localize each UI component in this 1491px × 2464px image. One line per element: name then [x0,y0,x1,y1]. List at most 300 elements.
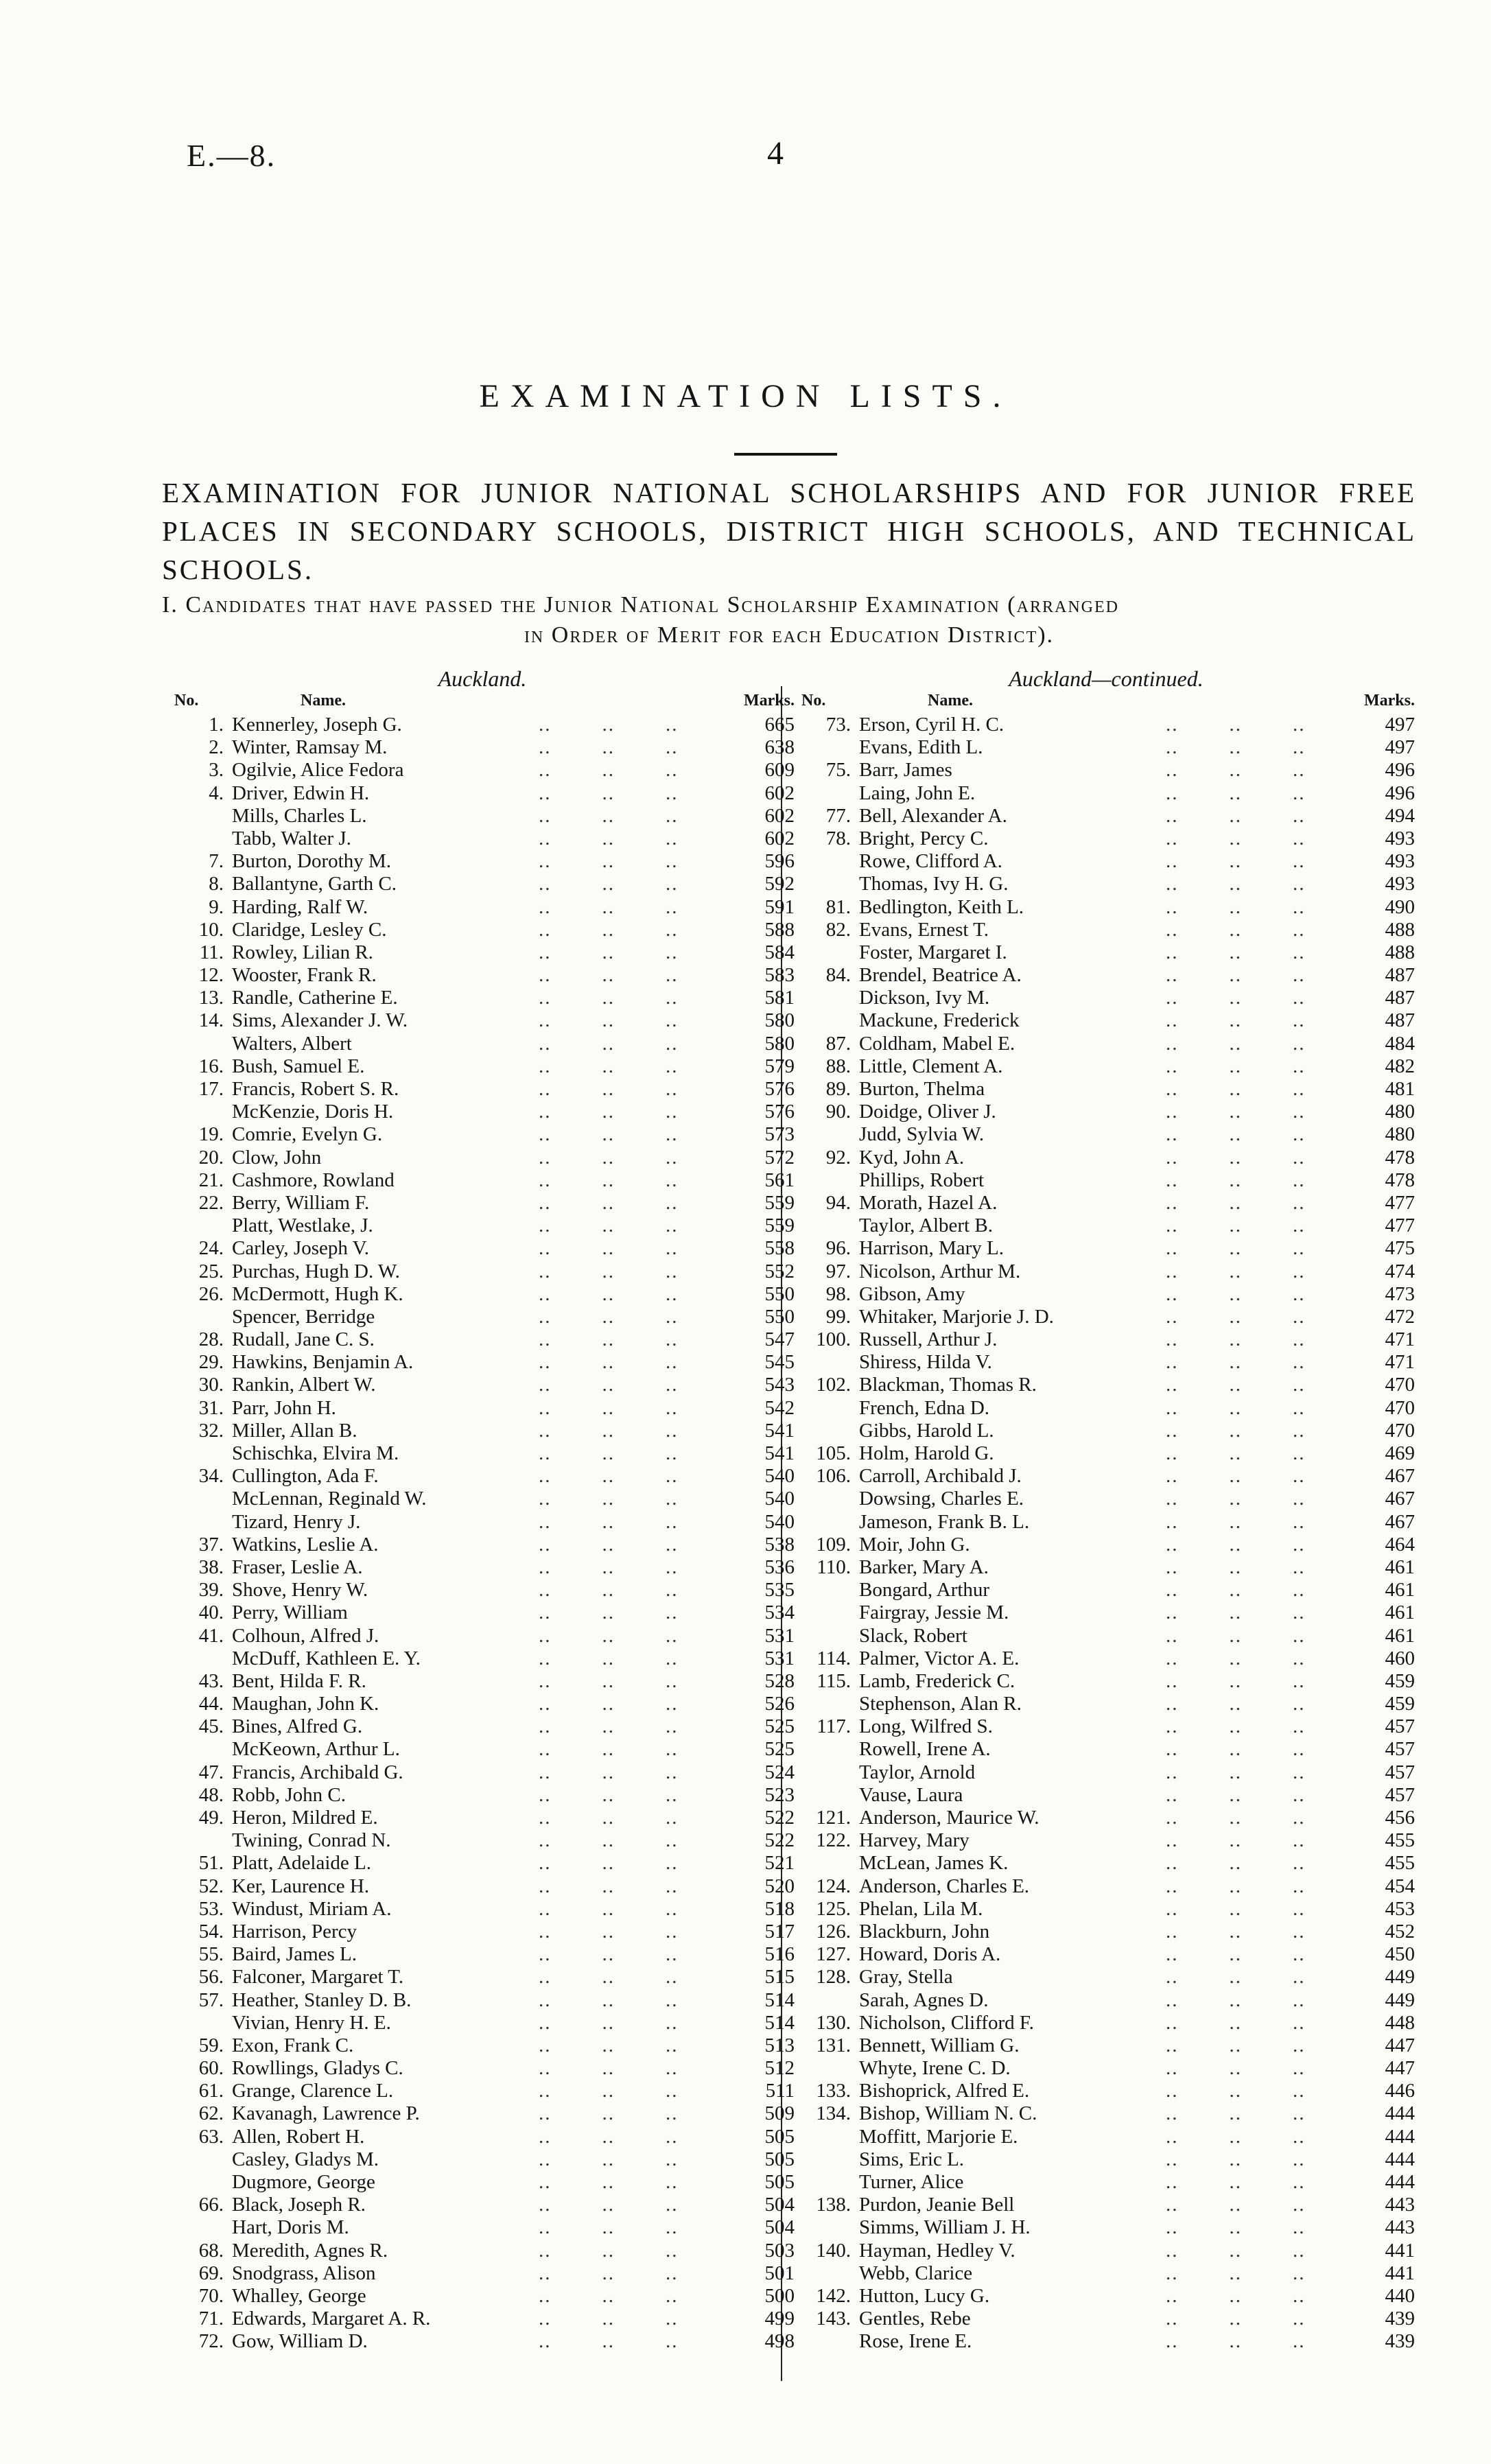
candidate-name: Bennett, William G. [859,2034,1020,2056]
leader-dots: .. .. .. [1140,1465,1306,1488]
leader-dots: .. .. .. [1140,2102,1306,2125]
candidate-number: 105. [816,1442,851,1464]
candidate-number: 53. [198,1897,224,1920]
candidate-number: 59. [198,2034,224,2056]
candidate-number: 52. [198,1875,224,1897]
table-row [170,1237,795,1260]
table-row [797,2194,1415,2216]
table-row [170,1123,795,1146]
candidate-number: 43. [198,1669,224,1692]
candidate-name: Russell, Arthur J. [859,1328,998,1351]
candidate-number: 37. [198,1533,224,1556]
leader-dots: .. .. .. [1140,1146,1306,1169]
candidate-marks: 505 [764,2125,795,2148]
leader-dots: .. .. .. [513,2239,679,2262]
table-row [170,1670,795,1693]
table-row [170,1989,795,2012]
leader-dots: .. .. .. [513,2284,679,2307]
candidate-number: 131. [816,2034,851,2056]
leader-dots: .. .. .. [513,1669,679,1692]
leader-dots: .. .. .. [513,1533,679,1556]
candidate-name: Moir, John G. [859,1533,970,1556]
candidate-marks: 487 [1385,964,1415,987]
candidate-number: 20. [198,1146,224,1169]
table-row [170,987,795,1009]
candidate-marks: 526 [764,1693,795,1715]
candidate-number: 16. [198,1055,224,1077]
candidate-name: Rowllings, Gladys C. [232,2057,403,2080]
leader-dots: .. .. .. [1140,782,1306,804]
table-row [797,1374,1415,1396]
column-headers [797,692,1415,714]
table-row [797,1761,1415,1784]
candidate-name: Mackune, Frederick [859,1009,1020,1032]
candidate-marks: 467 [1385,1488,1415,1510]
leader-dots: .. .. .. [513,1009,679,1032]
leader-dots: .. .. .. [1140,1215,1306,1237]
table-row [797,1420,1415,1442]
candidate-number: 30. [198,1374,224,1396]
candidate-name: Morath, Hazel A. [859,1191,998,1214]
candidate-name: Rankin, Albert W. [232,1374,376,1396]
table-row [797,782,1415,805]
candidate-name: Hart, Doris M. [232,2216,349,2239]
candidate-number: 81. [825,895,851,918]
leader-dots: .. .. .. [1140,1715,1306,1738]
candidate-marks: 500 [764,2284,795,2307]
leader-dots: .. .. .. [1140,2284,1306,2307]
table-row [797,1738,1415,1761]
leader-dots: .. .. .. [513,1807,679,1829]
candidate-marks: 447 [1385,2034,1415,2056]
candidate-marks: 542 [764,1396,795,1419]
candidate-number: 55. [198,1943,224,1966]
candidate-marks: 602 [764,804,795,827]
leader-dots: .. .. .. [1140,964,1306,987]
table-row [797,1055,1415,1078]
table-row [797,2057,1415,2080]
candidate-name: Meredith, Agnes R. [232,2239,388,2262]
leader-dots: .. .. .. [1140,1829,1306,1852]
candidate-marks: 558 [764,1237,795,1260]
candidate-number: 21. [198,1169,224,1191]
leader-dots: .. .. .. [1140,1601,1306,1624]
candidate-marks: 541 [764,1442,795,1464]
candidate-marks: 461 [1385,1601,1415,1624]
candidate-list [170,714,795,2354]
candidate-name: Rowe, Clifford A. [859,850,1002,873]
candidate-number: 9. [209,895,224,918]
header-no: No. [174,692,199,709]
candidate-marks: 441 [1385,2239,1415,2262]
table-row [797,1237,1415,1260]
candidate-marks: 572 [764,1146,795,1169]
table-row [170,1784,795,1807]
candidate-number: 25. [198,1260,224,1282]
leader-dots: .. .. .. [513,2194,679,2216]
table-row [170,1351,795,1374]
page-number: 4 [767,135,784,172]
leader-dots: .. .. .. [513,1419,679,1442]
candidate-marks: 501 [764,2262,795,2284]
table-row [170,1215,795,1237]
table-row [797,805,1415,828]
table-row [797,2171,1415,2194]
candidate-number: 68. [198,2239,224,2262]
leader-dots: .. .. .. [513,1396,679,1419]
candidate-name: Nicholson, Clifford F. [859,2011,1034,2034]
table-row [170,1033,795,1055]
candidate-marks: 540 [764,1510,795,1533]
candidate-name: Doidge, Oliver J. [859,1101,996,1123]
candidate-number: 142. [816,2284,851,2307]
table-row [797,873,1415,895]
leader-dots: .. .. .. [513,1055,679,1077]
leader-dots: .. .. .. [513,1488,679,1510]
table-row [797,1829,1415,1852]
table-row [797,1807,1415,1829]
candidate-name: Perry, William [232,1601,348,1624]
table-row [170,2148,795,2171]
leader-dots: .. .. .. [513,1510,679,1533]
candidate-number: 130. [816,2011,851,2034]
table-row [797,2012,1415,2034]
leader-dots: .. .. .. [513,895,679,918]
table-row [170,1534,795,1556]
candidate-name: Purchas, Hugh D. W. [232,1260,400,1282]
leader-dots: .. .. .. [1140,1875,1306,1897]
leader-dots: .. .. .. [513,2148,679,2170]
candidate-marks: 609 [764,759,795,782]
leader-dots: .. .. .. [513,941,679,963]
candidate-number: 40. [198,1601,224,1624]
candidate-name: Claridge, Lesley C. [232,918,387,941]
candidate-number: 13. [198,987,224,1009]
table-row [797,1078,1415,1101]
candidate-number: 56. [198,1966,224,1988]
candidate-name: Hayman, Hedley V. [859,2239,1015,2262]
leader-dots: .. .. .. [1140,2216,1306,2239]
header-marks: Marks. [744,692,795,709]
candidate-number: 10. [198,918,224,941]
table-row [797,850,1415,873]
candidate-marks: 573 [764,1123,795,1146]
table-row [797,1966,1415,1988]
table-row [797,1579,1415,1601]
leader-dots: .. .. .. [1140,1988,1306,2011]
table-row [170,2057,795,2080]
candidate-number: 34. [198,1465,224,1488]
candidate-number: 126. [816,1920,851,1943]
candidate-name: Grange, Clarence L. [232,2080,394,2102]
leader-dots: .. .. .. [1140,895,1306,918]
candidate-name: Schischka, Elvira M. [232,1442,399,1464]
candidate-name: McKenzie, Doris H. [232,1101,394,1123]
district-heading: Auckland. [438,666,527,691]
leader-dots: .. .. .. [513,1897,679,1920]
candidate-marks: 467 [1385,1510,1415,1533]
table-row [797,1898,1415,1921]
candidate-name: Blackman, Thomas R. [859,1374,1037,1396]
table-row [797,1852,1415,1875]
candidate-marks: 602 [764,827,795,849]
leader-dots: .. .. .. [513,1624,679,1647]
candidate-marks: 461 [1385,1579,1415,1601]
district-heading-continued: Auckland—continued. [1009,666,1204,691]
candidate-name: Holm, Harold G. [859,1442,994,1464]
candidate-marks: 444 [1385,2148,1415,2170]
table-row [797,2102,1415,2125]
leader-dots: .. .. .. [513,827,679,849]
candidate-marks: 561 [764,1169,795,1191]
leader-dots: .. .. .. [1140,736,1306,759]
table-row [170,1715,795,1738]
candidate-name: Blackburn, John [859,1920,990,1943]
candidate-marks: 474 [1385,1260,1415,1282]
table-row [797,941,1415,964]
candidate-name: Gentles, Rebe [859,2308,971,2330]
candidate-marks: 470 [1385,1419,1415,1442]
table-row [170,2262,795,2285]
table-row [170,896,795,919]
candidate-number: 125. [816,1897,851,1920]
leader-dots: .. .. .. [513,1215,679,1237]
leader-dots: .. .. .. [1140,1032,1306,1055]
candidate-name: Harvey, Mary [859,1829,970,1852]
leader-dots: .. .. .. [1140,1351,1306,1374]
candidate-number: 99. [825,1305,851,1328]
leader-dots: .. .. .. [1140,1305,1306,1328]
candidate-number: 88. [825,1055,851,1077]
table-row [170,1943,795,1966]
leader-dots: .. .. .. [1140,1123,1306,1146]
table-row [170,964,795,987]
leader-dots: .. .. .. [513,1966,679,1988]
leader-dots: .. .. .. [513,1761,679,1783]
table-row [170,828,795,850]
candidate-name: Gray, Stella [859,1966,953,1988]
candidate-marks: 447 [1385,2057,1415,2080]
candidate-number: 90. [825,1101,851,1123]
candidate-name: Spencer, Berridge [232,1305,375,1328]
candidate-number: 38. [198,1556,224,1578]
candidate-name: Howard, Doris A. [859,1943,1001,1966]
candidate-number: 106. [816,1465,851,1488]
candidate-number: 57. [198,1988,224,2011]
candidate-marks: 579 [764,1055,795,1077]
candidate-name: Bishop, William N. C. [859,2102,1037,2125]
candidate-name: Gibbs, Harold L. [859,1419,994,1442]
table-row [170,1647,795,1670]
candidate-list [797,714,1415,2354]
leader-dots: .. .. .. [513,1943,679,1966]
table-row [170,2216,795,2239]
table-row [170,2308,795,2330]
candidate-marks: 540 [764,1488,795,1510]
candidate-marks: 493 [1385,850,1415,873]
left-column [170,666,795,2354]
candidate-number: 22. [198,1191,224,1214]
right-column [797,666,1415,2354]
candidate-marks: 497 [1385,736,1415,759]
leader-dots: .. .. .. [1140,1783,1306,1806]
candidate-marks: 596 [764,850,795,873]
table-row [797,1784,1415,1807]
candidate-name: Tabb, Walter J. [232,827,351,849]
candidate-marks: 444 [1385,2125,1415,2148]
candidate-name: Bright, Percy C. [859,827,989,849]
candidate-name: Harding, Ralf W. [232,895,368,918]
candidate-number: 114. [817,1647,851,1669]
candidate-number: 28. [198,1328,224,1351]
candidate-marks: 536 [764,1556,795,1578]
candidate-number: 32. [198,1419,224,1442]
candidate-name: Tizard, Henry J. [232,1510,361,1533]
leader-dots: .. .. .. [513,2011,679,2034]
leader-dots: .. .. .. [513,1988,679,2011]
candidate-marks: 509 [764,2102,795,2125]
candidate-name: Comrie, Evelyn G. [232,1123,383,1146]
candidate-name: Edwards, Margaret A. R. [232,2308,431,2330]
candidate-name: Kennerley, Joseph G. [232,714,402,736]
candidate-number: 31. [198,1396,224,1419]
table-row [170,1397,795,1420]
candidate-marks: 464 [1385,1533,1415,1556]
candidate-name: Ker, Laurence H. [232,1875,370,1897]
leader-dots: .. .. .. [1140,2057,1306,2080]
table-row [170,1009,795,1032]
candidate-marks: 588 [764,918,795,941]
candidate-marks: 470 [1385,1396,1415,1419]
candidate-name: Anderson, Charles E. [859,1875,1030,1897]
candidate-marks: 522 [764,1829,795,1852]
candidate-name: Winter, Ramsay M. [232,736,388,759]
candidate-number: 48. [198,1783,224,1806]
candidate-marks: 580 [764,1032,795,1055]
table-row [797,1260,1415,1283]
candidate-name: Miller, Allan B. [232,1419,357,1442]
candidate-marks: 480 [1385,1123,1415,1146]
leader-dots: .. .. .. [1140,987,1306,1009]
candidate-name: Platt, Adelaide L. [232,1852,371,1875]
table-row [170,919,795,941]
candidate-marks: 514 [764,2011,795,2034]
table-row [170,2080,795,2102]
candidate-name: Taylor, Albert B. [859,1215,993,1237]
candidate-name: Black, Joseph R. [232,2194,366,2216]
candidate-name: Whitaker, Marjorie J. D. [859,1305,1054,1328]
table-row [170,1306,795,1328]
candidate-marks: 460 [1385,1647,1415,1669]
leader-dots: .. .. .. [513,1601,679,1624]
leader-dots: .. .. .. [513,1579,679,1601]
candidate-name: Whalley, George [232,2284,366,2307]
candidate-marks: 592 [764,873,795,895]
candidate-name: Platt, Westlake, J. [232,1215,373,1237]
candidate-number: 84. [825,964,851,987]
header-no: No. [801,692,826,709]
leader-dots: .. .. .. [1140,1055,1306,1077]
candidate-name: French, Edna D. [859,1396,990,1419]
table-row [170,1852,795,1875]
candidate-marks: 439 [1385,2330,1415,2353]
table-row [797,1921,1415,1943]
candidate-marks: 454 [1385,1875,1415,1897]
leader-dots: .. .. .. [1140,1101,1306,1123]
leader-dots: .. .. .. [513,1328,679,1351]
candidate-marks: 517 [764,1920,795,1943]
candidate-marks: 496 [1385,759,1415,782]
table-row [797,964,1415,987]
candidate-number: 14. [198,1009,224,1032]
candidate-marks: 469 [1385,1442,1415,1464]
candidate-name: Allen, Robert H. [232,2125,365,2148]
candidate-name: Berry, William F. [232,1191,370,1214]
table-row [797,828,1415,850]
table-row [797,1147,1415,1169]
candidate-name: Hutton, Lucy G. [859,2284,990,2307]
candidate-name: Falconer, Margaret T. [232,1966,404,1988]
candidate-marks: 452 [1385,1920,1415,1943]
table-row [170,2240,795,2262]
leader-dots: .. .. .. [1140,714,1306,736]
candidate-marks: 473 [1385,1282,1415,1305]
table-row [797,919,1415,941]
candidate-marks: 528 [764,1669,795,1692]
table-row [170,2012,795,2034]
leader-dots: .. .. .. [513,1305,679,1328]
candidate-name: Randle, Catherine E. [232,987,398,1009]
candidate-marks: 547 [764,1328,795,1351]
leader-dots: .. .. .. [1140,804,1306,827]
candidate-name: Evans, Edith L. [859,736,983,759]
table-row [170,850,795,873]
candidate-name: Heron, Mildred E. [232,1807,378,1829]
candidate-marks: 531 [764,1647,795,1669]
leader-dots: .. .. .. [1140,2148,1306,2170]
candidate-name: McDermott, Hugh K. [232,1282,403,1305]
candidate-name: Exon, Frank C. [232,2034,354,2056]
candidate-name: Fairgray, Jessie M. [859,1601,1009,1624]
table-row [170,1898,795,1921]
table-row [170,714,795,736]
candidate-name: Palmer, Victor A. E. [859,1647,1020,1669]
candidate-marks: 525 [764,1715,795,1738]
candidate-name: Nicolson, Arthur M. [859,1260,1021,1282]
leader-dots: .. .. .. [1140,873,1306,895]
candidate-name: Mills, Charles L. [232,804,367,827]
candidate-marks: 522 [764,1807,795,1829]
candidate-name: Webb, Clarice [859,2262,973,2284]
candidate-name: McLennan, Reginald W. [232,1488,427,1510]
candidate-name: Snodgrass, Alison [232,2262,376,2284]
leader-dots: .. .. .. [1140,1852,1306,1875]
candidate-marks: 543 [764,1374,795,1396]
candidate-marks: 516 [764,1943,795,1966]
candidate-number: 8. [209,873,224,895]
candidate-number: 41. [198,1624,224,1647]
candidate-number: 66. [198,2194,224,2216]
candidate-number: 133. [816,2080,851,2102]
candidate-name: Dowsing, Charles E. [859,1488,1024,1510]
candidate-name: Simms, William J. H. [859,2216,1031,2239]
header-marks: Marks. [1364,692,1415,709]
candidate-marks: 477 [1385,1191,1415,1214]
table-row [170,1738,795,1761]
table-row [170,1465,795,1488]
candidate-name: Brendel, Beatrice A. [859,964,1022,987]
candidate-marks: 457 [1385,1761,1415,1783]
